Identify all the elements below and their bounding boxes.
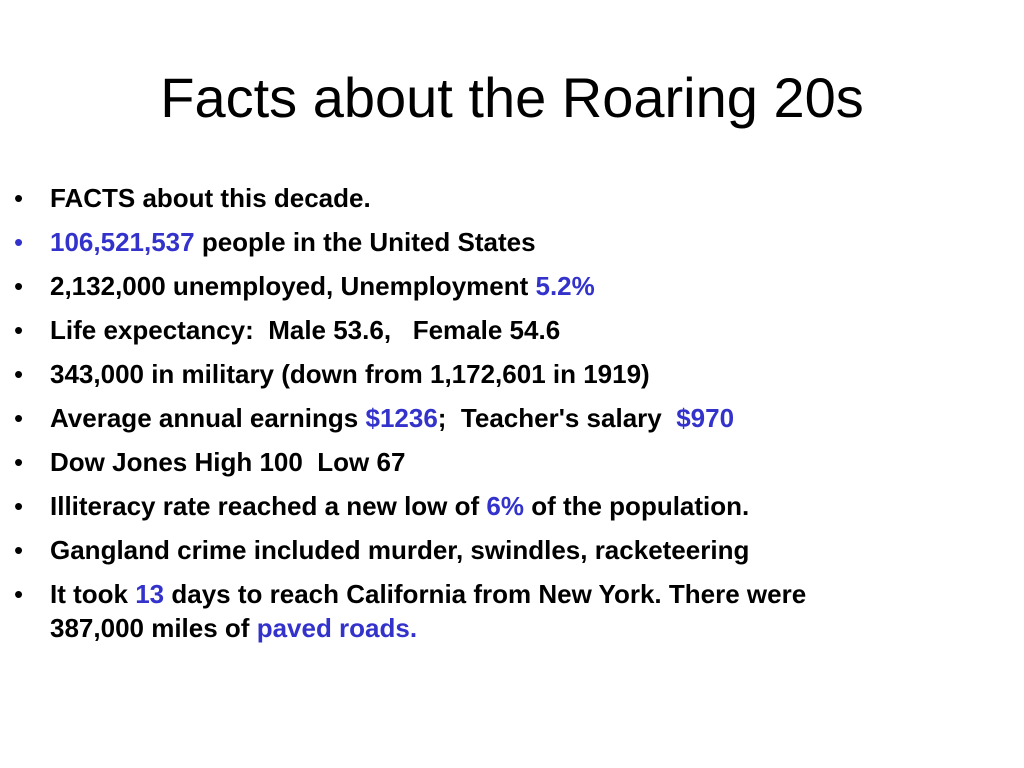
bullet-gangland bbox=[14, 533, 790, 567]
bullet-text: ; Teacher's salary bbox=[437, 403, 677, 433]
highlighted-value: paved roads. bbox=[256, 613, 418, 643]
bullet-text: Gangland crime included murder, swindles, racketeering bbox=[50, 535, 750, 565]
bullet-text: of the population. bbox=[523, 491, 750, 521]
bullet-dot-icon: • bbox=[14, 447, 24, 477]
bullet-travel bbox=[14, 577, 810, 645]
bullet-text: people in the United States bbox=[194, 227, 536, 257]
bullet-dot-icon: • bbox=[14, 491, 24, 521]
bullet-military bbox=[14, 357, 990, 391]
highlighted-value: $1236 bbox=[365, 403, 438, 433]
bullet-dot-icon: • bbox=[14, 403, 24, 433]
bullet-text: Life expectancy: Male 53.6, Female 54.6 bbox=[50, 315, 561, 345]
slide-title: Facts about the Roaring 20s bbox=[160, 66, 864, 129]
highlighted-value: 5.2% bbox=[535, 271, 595, 301]
bullet-population bbox=[14, 225, 990, 259]
bullet-text: Dow Jones High 100 Low 67 bbox=[50, 447, 406, 477]
highlighted-value: $970 bbox=[676, 403, 735, 433]
highlighted-value: 6% bbox=[486, 491, 524, 521]
bullet-dow-jones bbox=[14, 445, 990, 479]
bullet-text: Illiteracy rate reached a new low of bbox=[50, 491, 487, 521]
bullet-text: FACTS about this decade. bbox=[50, 183, 371, 213]
bullet-text: 343,000 in military (down from 1,172,601 in 1919) bbox=[50, 359, 650, 389]
bullet-text: It took bbox=[50, 579, 136, 609]
bullet-dot-icon: • bbox=[14, 183, 24, 213]
bullet-earnings bbox=[14, 401, 990, 435]
bullet-dot-icon: • bbox=[14, 535, 24, 565]
bullet-illiteracy bbox=[14, 489, 810, 523]
highlighted-value: 106,521,537 bbox=[50, 227, 195, 257]
bullet-dot-icon: • bbox=[14, 315, 24, 345]
bullet-facts bbox=[14, 181, 990, 215]
bullet-dot-icon: • bbox=[14, 271, 24, 301]
bullet-unemployment bbox=[14, 269, 990, 303]
bullet-text: days to reach California from New York. There were 387,000 miles of bbox=[50, 579, 807, 643]
bullet-dot-icon: • bbox=[14, 227, 24, 257]
highlighted-value: 13 bbox=[135, 579, 165, 609]
bullet-dot-icon: • bbox=[14, 579, 24, 609]
bullet-text: 2,132,000 unemployed, Unemployment bbox=[50, 271, 536, 301]
bullet-list bbox=[14, 181, 990, 655]
bullet-dot-icon: • bbox=[14, 359, 24, 389]
bullet-text: Average annual earnings bbox=[50, 403, 366, 433]
bullet-life-expectancy bbox=[14, 313, 990, 347]
